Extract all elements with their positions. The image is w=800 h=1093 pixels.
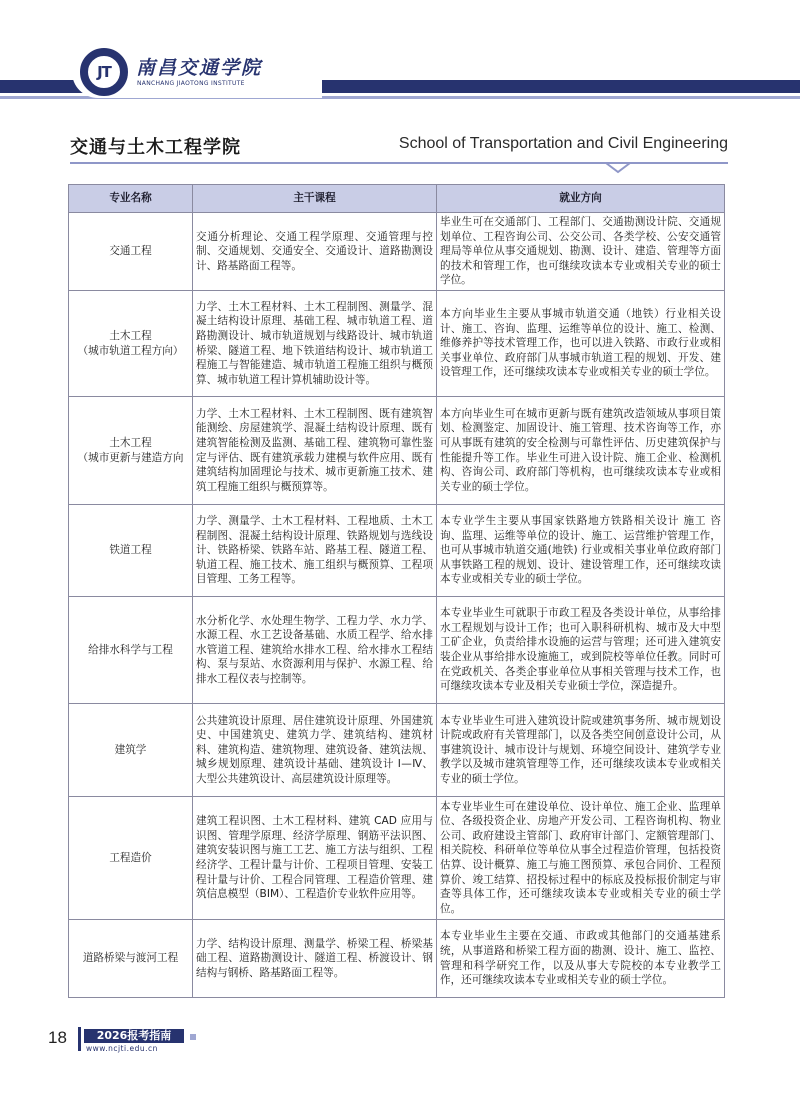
major-cell bbox=[69, 397, 193, 505]
career-cell: 本专业毕业生可进入建筑设计院或建筑事务所、城市规划设计院或政府有关管理部门，以及各类空间创意设计公司，从事建筑设计、城市设计与规划、环境空间设计、建筑学专业教学以及城市建筑管理等工作，还可继续攻读本专业或相关专业的硕士学位。 bbox=[437, 704, 725, 797]
major-cell bbox=[69, 704, 193, 797]
courses-cell: 力学、土木工程材料、土木工程制图、测量学、混凝土结构设计原理、基础工程、城市轨道工程、道路勘测设计、城市轨道规划与线路设计、城市轨道桥梁、隧道工程、地下铁道结构设计、城市轨道工程施工与智能建造、城市轨道工程施工组织与概预算、城市轨道工程计算机辅助设计等。 bbox=[193, 291, 437, 397]
footer-divider bbox=[78, 1027, 81, 1051]
courses-cell: 力学、结构设计原理、测量学、桥梁工程、桥梁基础工程、道路勘测设计、隧道工程、桥渡设计、钢结构与钢桥、路基路面工程等。 bbox=[193, 920, 437, 998]
career-cell: 本专业毕业生主要在交通、市政或其他部门的交通基建系统，从事道路和桥梁工程方面的勘测、设计、施工、监控、管理和科学研究工作，以及从事大专院校的本专业教学工作，还可继续攻读本专业或相关专业的硕士学位。 bbox=[437, 920, 725, 998]
majors-table bbox=[68, 184, 725, 998]
courses-cell: 建筑工程识图、土木工程材料、建筑 CAD 应用与识图、管理学原理、经济学原理、钢筋平法识图、建筑安装识图与施工工艺、施工方法与组织、工程经济学、工程计量与计价、工程项目管理、安装工程计量与计价、工程合同管理、工程造价管理、建筑信息模型（BIM）、工程造价专业软件应用等。 bbox=[193, 797, 437, 920]
courses-cell: 公共建筑设计原理、居住建筑设计原理、外国建筑史、中国建筑史、建筑力学、建筑结构、建筑材料、建筑构造、建筑物理、建筑设备、建筑法规、城乡规划原理、建筑设计基础、建筑设计 Ⅰ—Ⅳ、大型公共建筑设计、高层建筑设计原理等。 bbox=[193, 704, 437, 797]
footer-url: www.ncjti.edu.cn bbox=[86, 1044, 158, 1053]
courses-cell: 水分析化学、水处理生物学、工程力学、水力学、水源工程、水工艺设备基础、水质工程学、给水排水管道工程、建筑给水排水工程、给水排水工程结构、泵与泵站、水资源利用与保护、水源工程、给排水工程仪表与控制等。 bbox=[193, 597, 437, 704]
courses-cell: 力学、测量学、土木工程材料、工程地质、土木工程制图、混凝土结构设计原理、铁路规划与选线设计、铁路桥梁、铁路车站、路基工程、隧道工程、轨道工程、施工技术、施工组织与概预算、工程项目管理、工务工程等。 bbox=[193, 505, 437, 597]
major-name: 建筑学 bbox=[114, 743, 147, 756]
footer-accent-square bbox=[190, 1034, 196, 1040]
section-title-cn: 交通与土木工程学院 bbox=[70, 137, 241, 158]
major-name: 道路桥梁与渡河工程 bbox=[82, 952, 179, 965]
logo-monogram: JT bbox=[86, 54, 122, 90]
major-name: 交通工程 bbox=[109, 245, 152, 258]
majors-table-wrap bbox=[68, 184, 724, 998]
courses-cell: 交通分析理论、交通工程学原理、交通管理与控制、交通规划、交通安全、交通设计、道路勘测设计、路基路面工程等。 bbox=[193, 213, 437, 291]
major-note: （城市轨道工程方向） bbox=[77, 344, 184, 357]
major-name: 土木工程 bbox=[109, 329, 152, 342]
career-cell: 本方向毕业生可在城市更新与既有建筑改造领域从事项目策划、检测鉴定、加固设计、施工管理、技术咨询等工作，亦可从事既有建筑的安全检测与可靠性评估、历史建筑保护与性能提升等工作。毕业生可进入设计院、施工企业、检测机构、咨询公司、政府部门等机构，也可继续攻读本专业或相关专业的硕士学位。 bbox=[437, 397, 725, 505]
major-cell bbox=[69, 291, 193, 397]
career-cell: 本专业毕业生可在建设单位、设计单位、施工企业、监理单位、各级投资企业、房地产开发公司、工程咨询机构、物业公司、政府建设主管部门、政府审计部门、定额管理部门、相关院校、科研单位等单位从事全过程造价管理，包括投资估算、设计概算、施工与施工图预算、承包合同价、工程预算价、竣工结算、招投标过程中的标底及投标报价制定与审查等具体工作，还可继续攻读本专业或相关专业的硕士学位。 bbox=[437, 797, 725, 920]
major-cell bbox=[69, 597, 193, 704]
table-row bbox=[69, 597, 725, 704]
major-cell bbox=[69, 920, 193, 998]
major-cell bbox=[69, 213, 193, 291]
major-name: 铁道工程 bbox=[109, 544, 152, 557]
career-cell: 本方向毕业生主要从事城市轨道交通（地铁）行业相关设计、施工、咨询、监理、运维等单位的设计、施工、检测、维修养护等技术管理工作，也可以进入铁路、市政行业或相关事业单位、政府部门从事城市轨道工程的规划、开发、建设管理工作，还可继续攻读本专业或相关专业的硕士学位。 bbox=[437, 291, 725, 397]
career-cell: 毕业生可在交通部门、工程部门、交通勘测设计院、交通规划单位、工程咨询公司、公交公司、各类学校、公安交通管理局等单位从事交通规划、勘测、设计、建造、管理等方面的技术和管理工作，也可继续攻读本专业或相关专业的硕士学位。 bbox=[437, 213, 725, 291]
table-row bbox=[69, 704, 725, 797]
guide-title-badge: 2026报考指南 bbox=[84, 1029, 184, 1043]
table-row bbox=[69, 397, 725, 505]
header-courses: 主干课程 bbox=[193, 185, 437, 213]
table-header-row bbox=[69, 185, 725, 213]
table-row bbox=[69, 213, 725, 291]
header-major: 专业名称 bbox=[69, 185, 193, 213]
table-row bbox=[69, 291, 725, 397]
major-cell bbox=[69, 797, 193, 920]
major-name: 给排水科学与工程 bbox=[88, 643, 173, 656]
major-note: （城市更新与建造方向 bbox=[77, 451, 184, 464]
table-row bbox=[69, 505, 725, 597]
page-number: 18 bbox=[48, 1028, 67, 1047]
header-career: 就业方向 bbox=[437, 185, 725, 213]
major-cell bbox=[69, 505, 193, 597]
title-notch-icon bbox=[0, 0, 800, 180]
major-name: 土木工程 bbox=[109, 436, 152, 449]
major-name: 工程造价 bbox=[109, 851, 152, 864]
school-name-cn: 南昌交通学院 bbox=[136, 57, 263, 79]
table-row bbox=[69, 797, 725, 920]
career-cell: 本专业学生主要从事国家铁路地方铁路相关设计 施工 咨询、监理、运维等单位的设计、施工、运营维护管理工作，也可从事城市轨道交通(地铁) 行业或相关事业单位政府部门从事铁路工程的规划、设计、建设管理工作，还可继续攻读本专业或相关专业的硕士学位。 bbox=[437, 505, 725, 597]
section-title-en: School of Transportation and Civil Engineering bbox=[398, 135, 728, 152]
career-cell: 本专业毕业生可就职于市政工程及各类设计单位，从事给排水工程规划与设计工作；也可入职科研机构、城市及大中型工矿企业，负责给排水设施的运营与管理；还可进入建筑安装企业从事给排水设施施工，或到院校等单位任教。同时可在党政机关、各类企事业单位从事相关管理与技术工作，也可继续攻读本专业及相关专业硕士学位，深造提升。 bbox=[437, 597, 725, 704]
school-name-en: NANCHANG JIAOTONG INSTITUTE bbox=[137, 80, 245, 87]
table-row bbox=[69, 920, 725, 998]
courses-cell: 力学、土木工程材料、土木工程制图、既有建筑智能测绘、房屋建筑学、混凝土结构设计原理、既有建筑智能检测及监测、基础工程、建筑物可靠性鉴定与评估、既有建筑承载力建模与软件应用、既有建筑结构加固理论与技术、城市更新施工技术、建筑工程施工组织与概预算等。 bbox=[193, 397, 437, 505]
